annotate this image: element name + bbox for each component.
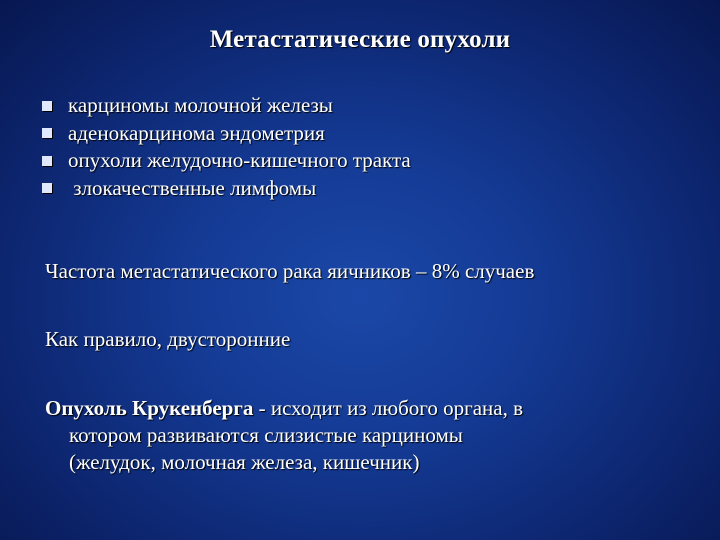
list-item	[42, 175, 411, 203]
list-item	[42, 92, 411, 120]
square-bullet-icon	[42, 101, 52, 111]
square-bullet-icon	[42, 183, 52, 193]
list-item	[42, 120, 411, 148]
square-bullet-icon	[42, 128, 52, 138]
slide-title: Метастатические опухоли	[209, 26, 511, 53]
krukenberg-paragraph	[45, 395, 523, 476]
frequency-paragraph: Частота метастатического рака яичников – 8% случаев	[45, 259, 535, 283]
list-item-text: аденокарцинома эндометрия	[68, 120, 325, 145]
krukenberg-line-1-rest: - исходит из любого органа, в	[253, 396, 523, 420]
krukenberg-term: Опухоль Крукенберга	[45, 396, 254, 420]
square-bullet-icon	[42, 156, 52, 166]
krukenberg-line-1	[45, 395, 523, 422]
bilateral-paragraph: Как правило, двусторонние	[45, 327, 291, 351]
list-item	[42, 147, 411, 175]
krukenberg-line-3: (желудок, молочная железа, кишечник)	[69, 450, 420, 474]
list-item-text: злокачественные лимфомы	[68, 175, 317, 200]
list-item-text: опухоли желудочно-кишечного тракта	[68, 148, 411, 173]
list-item-text: карциномы молочной железы	[68, 93, 333, 118]
tumor-source-list	[42, 92, 411, 202]
krukenberg-line-2: котором развиваются слизистые карциномы	[69, 423, 463, 447]
